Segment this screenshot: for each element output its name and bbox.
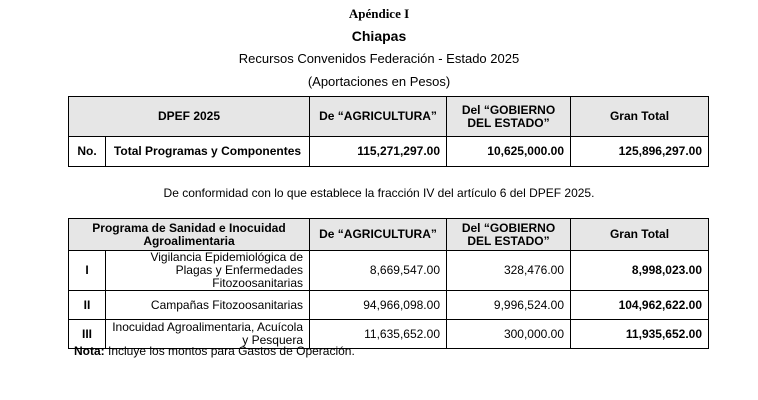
program-name: Inocuidad Agroalimentaria, Acuícola y Pesquera	[106, 320, 310, 349]
gobierno-amount: 300,000.00	[447, 320, 571, 349]
header-agricultura: De “AGRICULTURA”	[310, 219, 447, 251]
total-amount: 11,935,652.00	[571, 320, 709, 349]
state-title: Chiapas	[351, 28, 407, 44]
gobierno-amount: 328,476.00	[447, 251, 571, 291]
total-amount: 125,896,297.00	[571, 137, 709, 167]
program-name: Vigilancia Epidemiológica de Plagas y Enfermedades Fitozoosanitarias	[106, 251, 310, 291]
legal-note: De conformidad con lo que establece la fracción IV del artículo 6 del DPEF 2025.	[163, 186, 595, 200]
footnote-label: Nota:	[74, 344, 105, 358]
document-subtitle: Recursos Convenidos Federación - Estado 2025	[238, 51, 520, 66]
header-gran-total: Gran Total	[571, 219, 709, 251]
header-programa: Programa de Sanidad e Inocuidad Agroalimentaria	[69, 219, 310, 251]
programs-table	[68, 218, 709, 349]
agricultura-amount: 8,669,547.00	[310, 251, 447, 291]
programs-header-row	[69, 219, 709, 251]
table-row	[69, 251, 709, 291]
row-number: I	[69, 251, 106, 291]
row-number: III	[69, 320, 106, 349]
summary-table	[68, 96, 709, 167]
appendix-title: Apéndice I	[348, 6, 410, 21]
units-caption: (Aportaciones en Pesos)	[307, 74, 451, 89]
table-row	[69, 291, 709, 320]
agricultura-amount: 94,966,098.00	[310, 291, 447, 320]
footnote-text: Incluye los montos para Gastos de Operación.	[104, 344, 355, 358]
gobierno-amount: 10,625,000.00	[447, 137, 571, 167]
header-gran-total: Gran Total	[571, 97, 709, 137]
row-label: Total Programas y Componentes	[106, 137, 310, 167]
header-dpef: DPEF 2025	[69, 97, 310, 137]
footnote	[74, 344, 355, 358]
agricultura-amount: 115,271,297.00	[310, 137, 447, 167]
row-number: II	[69, 291, 106, 320]
summary-row	[69, 137, 709, 167]
total-amount: 8,998,023.00	[571, 251, 709, 291]
gobierno-amount: 9,996,524.00	[447, 291, 571, 320]
row-number: No.	[69, 137, 106, 167]
summary-header-row	[69, 97, 709, 137]
header-gobierno: Del “GOBIERNO DEL ESTADO”	[447, 219, 571, 251]
total-amount: 104,962,622.00	[571, 291, 709, 320]
header-agricultura: De “AGRICULTURA”	[310, 97, 447, 137]
program-name: Campañas Fitozoosanitarias	[106, 291, 310, 320]
agricultura-amount: 11,635,652.00	[310, 320, 447, 349]
header-gobierno: Del “GOBIERNO DEL ESTADO”	[447, 97, 571, 137]
